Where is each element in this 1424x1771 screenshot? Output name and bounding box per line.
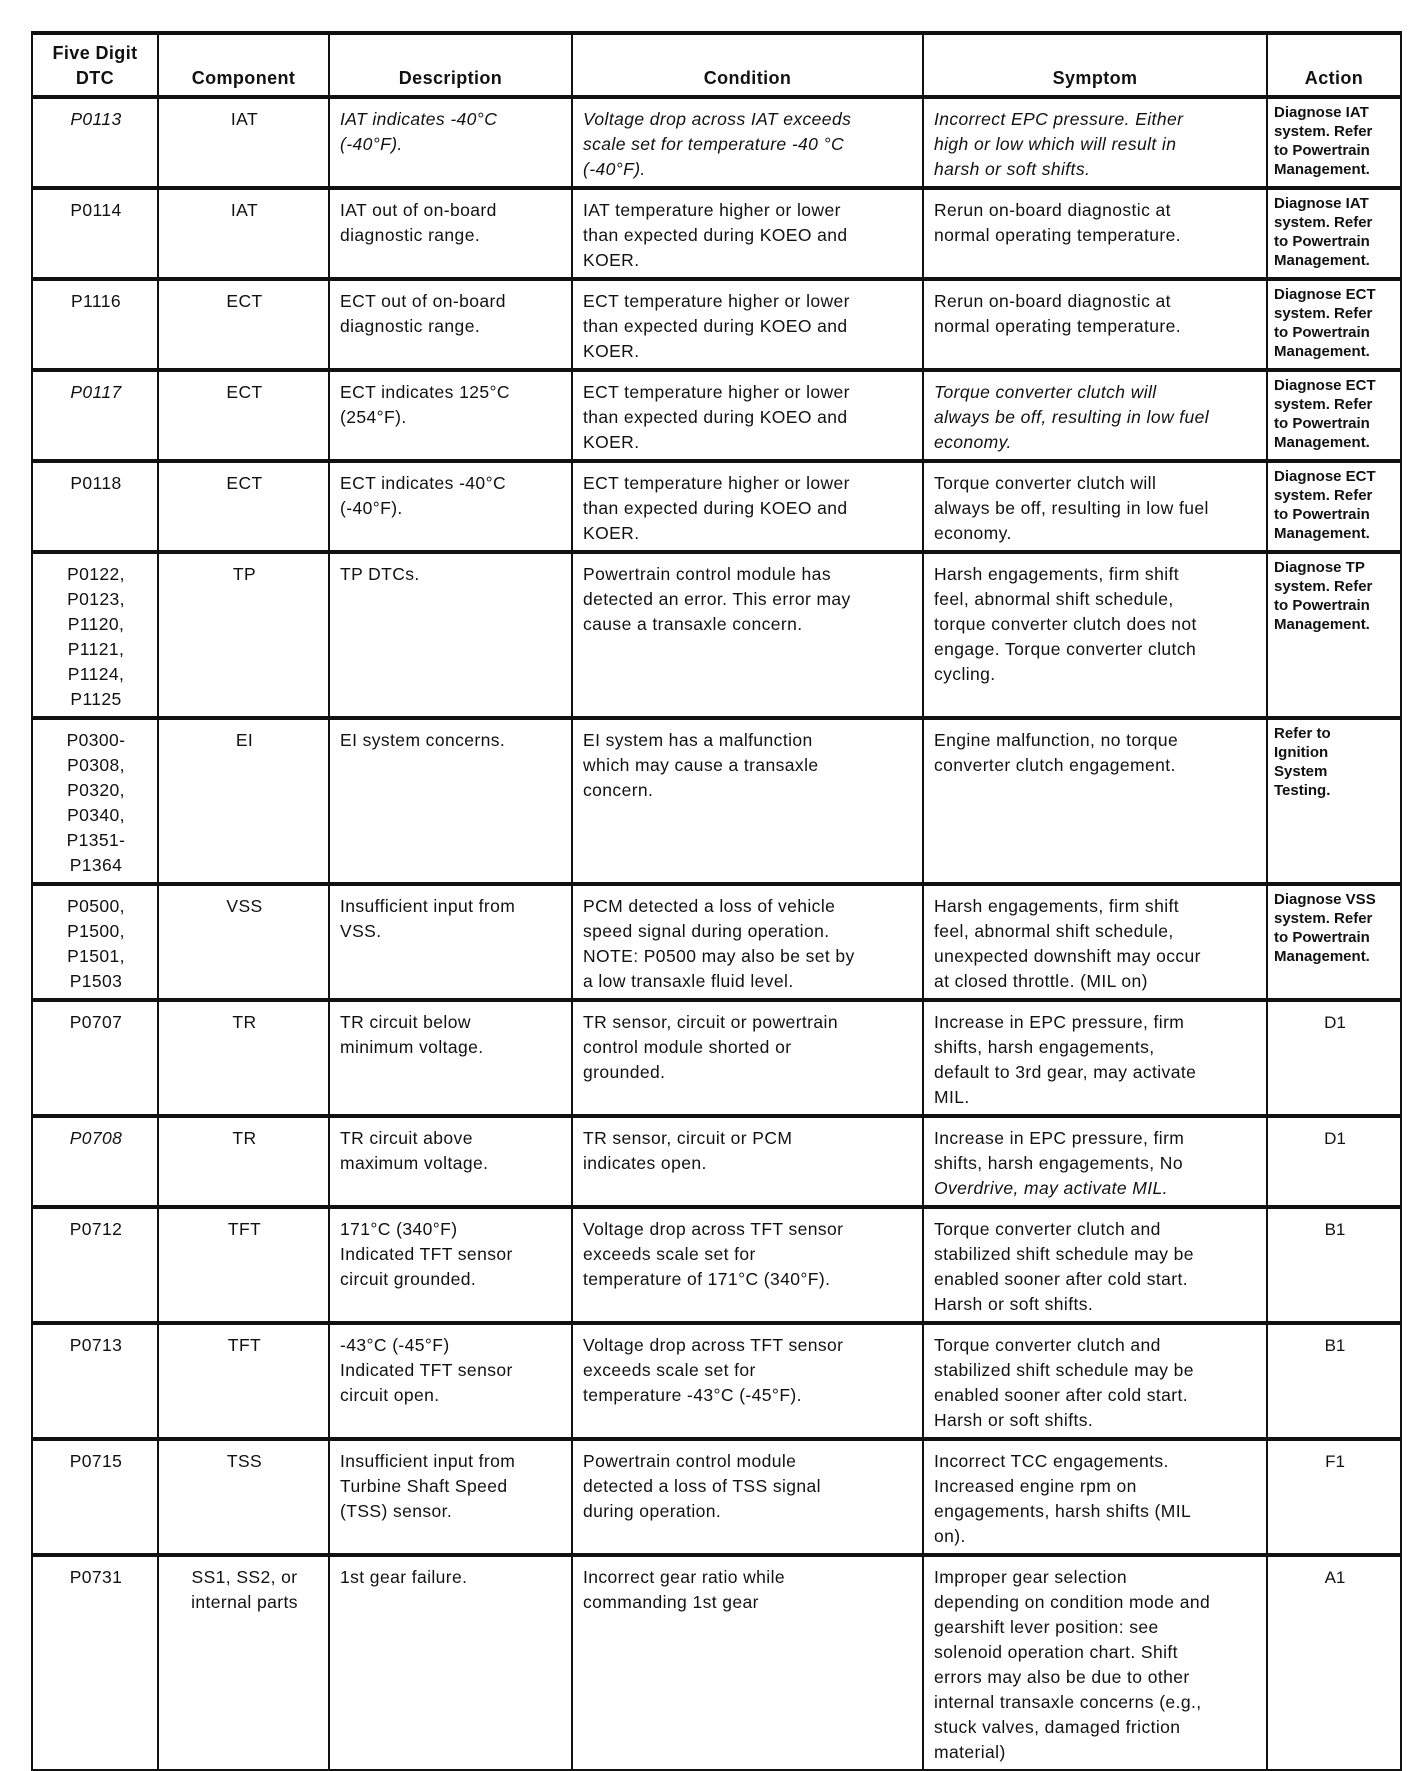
component-cell [158, 1323, 329, 1439]
symptom-italic-text: Overdrive, may activate MIL. [934, 1178, 1168, 1198]
table-row [32, 461, 1401, 552]
action-text: Diagnose ECT system. Refer to Powertrain Management. [1274, 377, 1376, 451]
condition-cell [572, 1555, 923, 1770]
symptom-text: Rerun on-board diagnostic at normal operating temperature. [934, 291, 1182, 336]
description-cell [329, 188, 572, 279]
description-cell [329, 1207, 572, 1323]
description-text: TP DTCs. [340, 564, 420, 584]
symptom-cell [923, 1000, 1267, 1116]
table-row [32, 188, 1401, 279]
description-text: ECT out of on-board diagnostic range. [340, 291, 506, 336]
action-text: F1 [1325, 1452, 1345, 1471]
symptom-cell [923, 552, 1267, 718]
action-text: Diagnose IAT system. Refer to Powertrain Management. [1274, 104, 1373, 178]
condition-cell [572, 552, 923, 718]
description-text: ECT indicates 125°C (254°F). [340, 382, 510, 427]
description-cell [329, 1116, 572, 1207]
symptom-cell [923, 1207, 1267, 1323]
table-row [32, 1439, 1401, 1555]
dtc-text: P0707 [69, 1012, 123, 1032]
component-cell [158, 370, 329, 461]
description-cell [329, 884, 572, 1000]
description-cell [329, 461, 572, 552]
action-text: Diagnose ECT system. Refer to Powertrain Management. [1274, 468, 1376, 542]
table-row [32, 1555, 1401, 1770]
condition-cell [572, 461, 923, 552]
table-row [32, 279, 1401, 370]
symptom-text: Torque converter clutch and stabilized shift schedule may be enabled sooner after cold start. Harsh or soft shifts. [934, 1219, 1194, 1314]
description-text: TR circuit above maximum voltage. [340, 1128, 489, 1173]
header-symptom: Symptom [923, 33, 1267, 97]
component-cell [158, 1439, 329, 1555]
component-text: TR [232, 1012, 257, 1032]
action-text: B1 [1324, 1220, 1346, 1239]
condition-cell [572, 1207, 923, 1323]
table-row [32, 884, 1401, 1000]
condition-text: IAT temperature higher or lower than expected during KOEO and KOER. [583, 200, 848, 270]
condition-text: Incorrect gear ratio while commanding 1st gear [583, 1567, 786, 1612]
action-cell [1267, 1207, 1401, 1323]
component-cell [158, 718, 329, 884]
dtc-text: P0731 [69, 1567, 123, 1587]
condition-cell [572, 279, 923, 370]
action-text: D1 [1324, 1013, 1346, 1032]
description-text: EI system concerns. [340, 730, 506, 750]
description-text: Insufficient input from Turbine Shaft Speed (TSS) sensor. [340, 1451, 516, 1521]
description-cell [329, 279, 572, 370]
action-text: Diagnose IAT system. Refer to Powertrain Management. [1274, 195, 1373, 269]
action-text: Diagnose TP system. Refer to Powertrain Management. [1274, 559, 1373, 633]
condition-cell [572, 1116, 923, 1207]
condition-text: TR sensor, circuit or PCM indicates open. [583, 1128, 793, 1173]
component-text: IAT [230, 200, 259, 220]
table-row [32, 1000, 1401, 1116]
dtc-cell [32, 188, 158, 279]
action-cell [1267, 188, 1401, 279]
condition-text: ECT temperature higher or lower than expected during KOEO and KOER. [583, 382, 850, 452]
description-cell [329, 1000, 572, 1116]
dtc-text: P1116 [70, 291, 121, 311]
component-cell [158, 1000, 329, 1116]
symptom-cell [923, 1439, 1267, 1555]
condition-text: Voltage drop across TFT sensor exceeds scale set for temperature of 171°C (340°F). [583, 1219, 844, 1289]
component-text: SS1, SS2, or internal parts [191, 1567, 298, 1612]
table-row [32, 1323, 1401, 1439]
component-cell [158, 1555, 329, 1770]
description-text: -43°C (-45°F) Indicated TFT sensor circuit open. [340, 1335, 513, 1405]
symptom-text: Torque converter clutch and stabilized shift schedule may be enabled sooner after cold start. Harsh or soft shifts. [934, 1335, 1194, 1430]
symptom-cell [923, 370, 1267, 461]
description-cell [329, 1555, 572, 1770]
symptom-text: Incorrect TCC engagements. Increased engine rpm on engagements, harsh shifts (MIL on). [934, 1451, 1192, 1546]
action-cell [1267, 1000, 1401, 1116]
dtc-cell [32, 1555, 158, 1770]
header-description: Description [329, 33, 572, 97]
symptom-text: Torque converter clutch will always be off, resulting in low fuel economy. [934, 382, 1210, 452]
dtc-cell [32, 718, 158, 884]
dtc-text: P0713 [69, 1335, 123, 1355]
dtc-cell [32, 552, 158, 718]
description-text: 1st gear failure. [340, 1567, 468, 1587]
action-text: D1 [1324, 1129, 1346, 1148]
component-text: EI [235, 730, 254, 750]
component-text: VSS [226, 896, 263, 916]
action-cell [1267, 461, 1401, 552]
condition-text: Voltage drop across IAT exceeds scale set for temperature -40 °C (-40°F). [583, 109, 852, 179]
component-text: TFT [227, 1335, 262, 1355]
header-component: Component [158, 33, 329, 97]
action-cell [1267, 552, 1401, 718]
symptom-cell [923, 1555, 1267, 1770]
symptom-text: Harsh engagements, firm shift feel, abnormal shift schedule, unexpected downshift may occur at closed throttle. (MIL on) [934, 896, 1201, 991]
symptom-cell [923, 97, 1267, 188]
dtc-text: P0708 [69, 1128, 123, 1148]
condition-text: ECT temperature higher or lower than expected during KOEO and KOER. [583, 291, 850, 361]
dtc-text: P0118 [70, 473, 122, 493]
action-cell [1267, 1555, 1401, 1770]
symptom-text: Harsh engagements, firm shift feel, abnormal shift schedule, torque converter clutch does not engage. Torque converter clutch cycling. [934, 564, 1197, 684]
dtc-text: P0122, P0123, P1120, P1121, P1124, P1125 [67, 564, 125, 709]
symptom-cell [923, 718, 1267, 884]
condition-text: TR sensor, circuit or powertrain control module shorted or grounded. [583, 1012, 838, 1082]
action-cell [1267, 718, 1401, 884]
condition-text: PCM detected a loss of vehicle speed signal during operation. NOTE: P0500 may also be set by a low transaxle fluid level. [583, 896, 855, 991]
table-row [32, 370, 1401, 461]
description-text: ECT indicates -40°C (-40°F). [340, 473, 507, 518]
action-text: B1 [1324, 1336, 1346, 1355]
component-text: TSS [226, 1451, 263, 1471]
condition-cell [572, 884, 923, 1000]
action-cell [1267, 279, 1401, 370]
description-text: TR circuit below minimum voltage. [340, 1012, 484, 1057]
condition-cell [572, 97, 923, 188]
component-text: ECT [226, 382, 263, 402]
component-cell [158, 97, 329, 188]
description-cell [329, 97, 572, 188]
symptom-text: Incorrect EPC pressure. Either high or low which will result in harsh or soft shifts. [934, 109, 1184, 179]
symptom-text: Torque converter clutch will always be off, resulting in low fuel economy. [934, 473, 1209, 543]
dtc-table [31, 31, 1402, 1771]
action-cell [1267, 97, 1401, 188]
condition-text: EI system has a malfunction which may cause a transaxle concern. [583, 730, 819, 800]
table-row [32, 718, 1401, 884]
table-row [32, 1207, 1401, 1323]
description-text: IAT out of on-board diagnostic range. [340, 200, 497, 245]
dtc-text: P0117 [70, 382, 122, 402]
dtc-cell [32, 97, 158, 188]
component-cell [158, 1116, 329, 1207]
component-text: TP [232, 564, 257, 584]
action-cell [1267, 370, 1401, 461]
dtc-cell [32, 279, 158, 370]
condition-cell [572, 718, 923, 884]
action-text: A1 [1324, 1568, 1346, 1587]
action-cell [1267, 1116, 1401, 1207]
table-header-row [32, 33, 1401, 97]
symptom-text: Increase in EPC pressure, firm shifts, harsh engagements, No [934, 1128, 1185, 1173]
description-cell [329, 718, 572, 884]
header-dtc: Five Digit DTC [32, 33, 158, 97]
description-cell [329, 1439, 572, 1555]
dtc-cell [32, 1323, 158, 1439]
dtc-cell [32, 1207, 158, 1323]
condition-cell [572, 188, 923, 279]
condition-text: Voltage drop across TFT sensor exceeds scale set for temperature -43°C (-45°F). [583, 1335, 844, 1405]
dtc-cell [32, 461, 158, 552]
description-text: IAT indicates -40°C (-40°F). [340, 109, 498, 154]
description-text: Insufficient input from VSS. [340, 896, 516, 941]
condition-cell [572, 1323, 923, 1439]
symptom-text: Increase in EPC pressure, firm shifts, harsh engagements, default to 3rd gear, may activate MIL. [934, 1012, 1197, 1107]
description-cell [329, 1323, 572, 1439]
dtc-text: P0715 [69, 1451, 123, 1471]
symptom-cell [923, 279, 1267, 370]
symptom-cell [923, 1116, 1267, 1207]
action-text: Refer to Ignition System Testing. [1274, 725, 1331, 799]
symptom-cell [923, 461, 1267, 552]
dtc-cell [32, 1000, 158, 1116]
component-text: ECT [226, 473, 263, 493]
symptom-text: Engine malfunction, no torque converter clutch engagement. [934, 730, 1179, 775]
dtc-text: P0500, P1500, P1501, P1503 [67, 896, 125, 991]
symptom-text: Rerun on-board diagnostic at normal operating temperature. [934, 200, 1182, 245]
description-text: 171°C (340°F) Indicated TFT sensor circuit grounded. [340, 1219, 513, 1289]
condition-text: Powertrain control module has detected an error. This error may cause a transaxle concern. [583, 564, 851, 634]
dtc-text: P0712 [69, 1219, 123, 1239]
dtc-text: P0113 [70, 109, 122, 129]
description-cell [329, 552, 572, 718]
action-cell [1267, 1323, 1401, 1439]
action-cell [1267, 1439, 1401, 1555]
table-row [32, 552, 1401, 718]
action-cell [1267, 884, 1401, 1000]
condition-text: Powertrain control module detected a loss of TSS signal during operation. [583, 1451, 821, 1521]
component-cell [158, 279, 329, 370]
condition-cell [572, 1000, 923, 1116]
component-text: ECT [226, 291, 263, 311]
dtc-cell [32, 1439, 158, 1555]
table-row [32, 97, 1401, 188]
component-text: TFT [227, 1219, 262, 1239]
description-cell [329, 370, 572, 461]
dtc-cell [32, 884, 158, 1000]
dtc-cell [32, 1116, 158, 1207]
component-text: IAT [230, 109, 259, 129]
component-cell [158, 884, 329, 1000]
component-cell [158, 461, 329, 552]
symptom-cell [923, 188, 1267, 279]
symptom-cell [923, 1323, 1267, 1439]
symptom-text: Improper gear selection depending on condition mode and gearshift lever position: see solenoid operation chart. Shift errors may also be due to other internal transaxle concerns (e.g., stuck valves, damaged friction material) [934, 1567, 1211, 1762]
action-text: Diagnose VSS system. Refer to Powertrain Management. [1274, 891, 1376, 965]
component-cell [158, 1207, 329, 1323]
component-cell [158, 552, 329, 718]
condition-cell [572, 370, 923, 461]
condition-cell [572, 1439, 923, 1555]
condition-text: ECT temperature higher or lower than expected during KOEO and KOER. [583, 473, 850, 543]
header-action: Action [1267, 33, 1401, 97]
header-condition: Condition [572, 33, 923, 97]
dtc-cell [32, 370, 158, 461]
component-text: TR [232, 1128, 257, 1148]
dtc-text: P0114 [70, 200, 122, 220]
component-cell [158, 188, 329, 279]
dtc-text: P0300- P0308, P0320, P0340, P1351- P1364 [66, 730, 126, 875]
table-row [32, 1116, 1401, 1207]
table-body [32, 97, 1401, 1770]
symptom-cell [923, 884, 1267, 1000]
action-text: Diagnose ECT system. Refer to Powertrain Management. [1274, 286, 1376, 360]
